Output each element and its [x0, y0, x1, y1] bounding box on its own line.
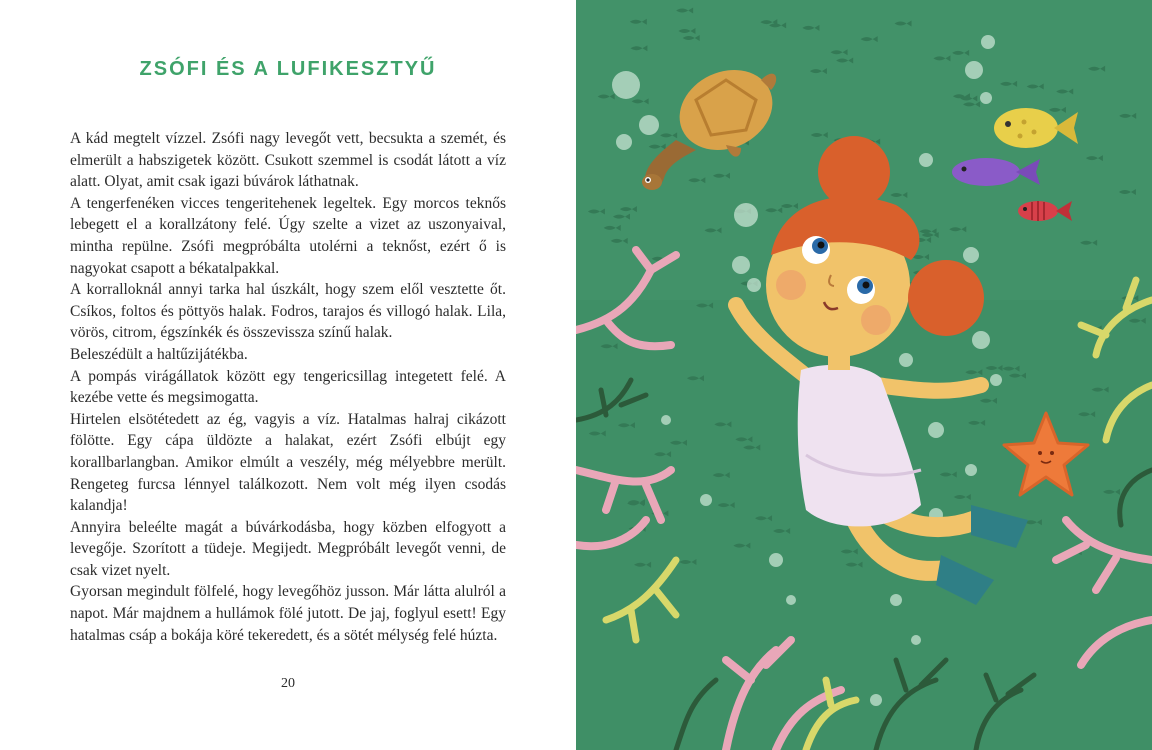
paragraph: A korralloknál annyi tarka hal úszkált, hogy szem elől vesztette őt. Csíkos, foltos és pöttyös halak. Fodros, tarajos és villogó halak. Lila, vörös, citrom, égszínkék és összevissza színű halak. [70, 281, 506, 342]
underwater-illustration [576, 0, 1152, 750]
illustration-page [576, 0, 1152, 750]
bubble [769, 553, 783, 567]
bubble [732, 256, 750, 274]
story-text [70, 128, 506, 646]
bubble [911, 635, 921, 645]
bubble [734, 203, 758, 227]
paragraph: Hirtelen elsötétedett az ég, vagyis a víz. Hatalmas halraj cikázott fölötte. Egy cápa üldözte a halakat, ezért Zsófi elbújt egy korallbarlangban. Amikor elmúlt a veszély, még mélyebbre merült. Rengeteg furcsa lénnyel találkozott. Nem volt még ilyen csodás kalandja! [70, 410, 506, 515]
bubble [981, 35, 995, 49]
paragraph: A kád megtelt vízzel. Zsófi nagy levegőt vett, becsukta a szemét, és elmerült a habszigetek között. Csukott szemmel is csodát látott a víz alatt. Olyat, amit csak igazi búvárok láthatnak. [70, 130, 506, 191]
bubble [963, 247, 979, 263]
bubble [661, 415, 671, 425]
bubble [786, 595, 796, 605]
bubble [899, 353, 913, 367]
page-title: ZSÓFI ÉS A LUFIKESZTYŰ [139, 58, 437, 80]
paragraph: A tengerfenéken vicces tengeritehenek legeltek. Egy morcos teknős lebegett el a korallzátony felé. Úgy szelte a vizet az uszonyaival, mintha repülne. Zsófi megpróbálta utolérni a teknőst, ezért ő is nagyokat csapott a békatalpakkal. [70, 194, 506, 277]
bubble [972, 331, 990, 349]
bubble [965, 61, 983, 79]
paragraph: Gyorsan megindult fölfelé, hogy levegőhöz jusson. Már látta alulról a napot. Már majdnem a hullámok fölé jutott. De jaj, foglyul esett! Egy hatalmas csáp a bokája köré tekeredett, és a sötét mélység felé húzta. [70, 583, 506, 644]
bubble [616, 134, 632, 150]
bubble [928, 422, 944, 438]
hair-bun [908, 260, 984, 336]
bubble [919, 153, 933, 167]
bubble [965, 464, 977, 476]
bubble [700, 494, 712, 506]
bubble [612, 71, 640, 99]
bubble [980, 92, 992, 104]
bubble [747, 278, 761, 292]
bubble [990, 374, 1002, 386]
paragraph: Beleszédült a haltűzijátékba. [70, 345, 248, 363]
paragraph: A pompás virágállatok között egy tengericsillag integetett felé. A kezébe vette és megsimogatta. [70, 367, 506, 407]
bubble [870, 694, 882, 706]
bubble [890, 594, 902, 606]
paragraph: Annyira beleélte magát a búvárkodásba, hogy közben elfogyott a levegője. Szorított a tüdeje. Megijedt. Megpróbált levegőt venni, de csak vizet nyelt. [70, 518, 506, 579]
page-number: 20 [281, 676, 295, 691]
bubble [639, 115, 659, 135]
